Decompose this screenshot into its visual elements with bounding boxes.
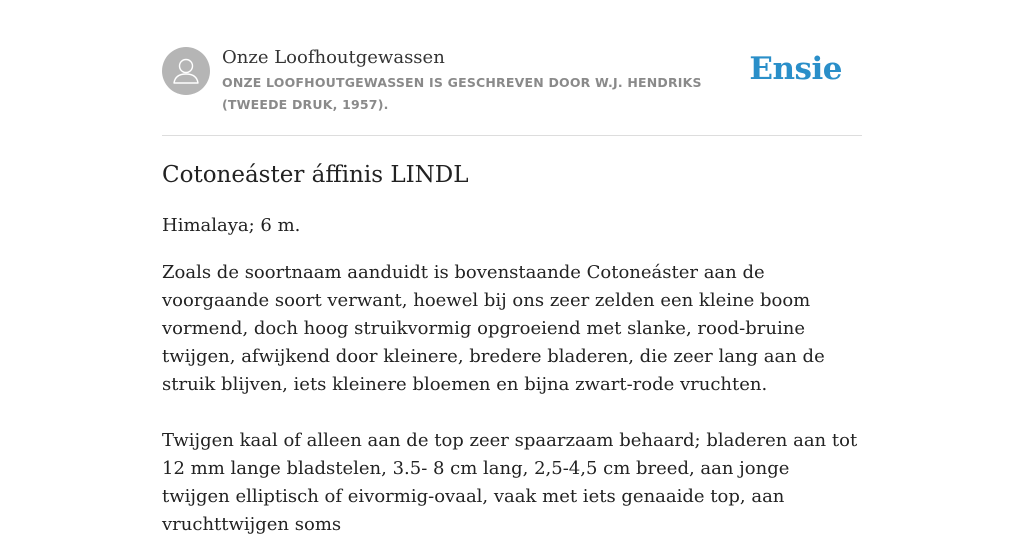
article-title: Cotoneáster áffinis LINDL	[162, 162, 469, 188]
header-divider	[162, 135, 862, 136]
publication-header	[162, 47, 862, 117]
article	[162, 158, 862, 539]
article-paragraph: Zoals de soortnaam aanduidt is bovenstaande Cotoneáster aan de voorgaande soort verwant, hoewel bij ons zeer zelden een kleine boom vormend, doch hoog struikvormig opgroeiend met slanke, rood-bruine twijgen, afwijkend door kleinere, bredere bladeren, die zeer lang aan de struik blijven, iets kleinere bloemen en bijna zwart-rode vruchten.	[162, 262, 825, 395]
article-paragraph: Twijgen kaal of alleen aan de top zeer spaarzaam behaard; bladeren aan tot 12 mm lange bladstelen, 3.5- 8 cm lang, 2,5-4,5 cm breed, aan jonge twijgen elliptisch of eivormig-ovaal, vaak met iets genaaide top, aan vruchttwijgen soms	[162, 430, 858, 535]
brand-logo[interactable]: Ensie	[749, 51, 842, 87]
publication-title[interactable]: Onze Loofhoutgewassen	[222, 47, 445, 68]
user-icon	[162, 47, 210, 95]
article-origin: Himalaya; 6 m.	[162, 215, 301, 236]
publication-description: ONZE LOOFHOUTGEWASSEN IS GESCHREVEN DOOR W.J. HENDRIKS (TWEEDE DRUK, 1957).	[222, 75, 702, 112]
